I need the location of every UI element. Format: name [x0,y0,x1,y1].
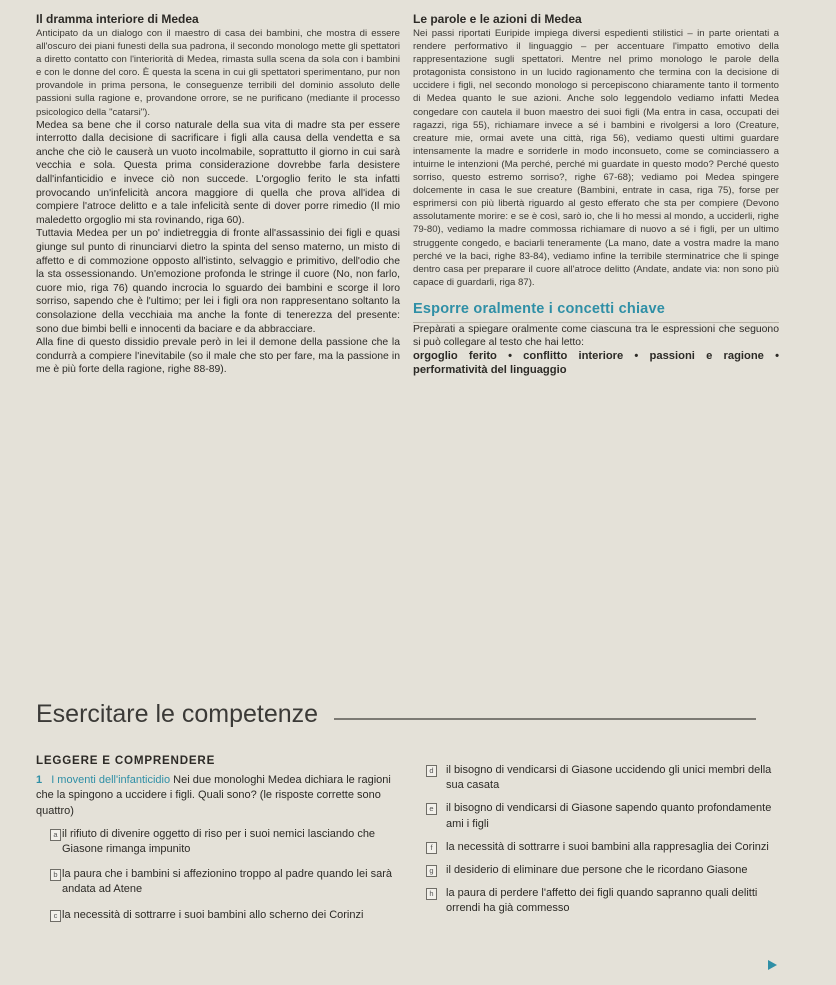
left-paragraph-2: Medea sa bene che il corso naturale della sua vita di madre sta per essere interrotto dalla decisione di sacrificare i figli alla causa della vendetta e sa anche che ciò le causerà un vuoto incolmabile, soprattutto il giorno in cui sarà vecchia e sola. Questa prima considerazione dovrebbe farla desistere dall'infanticidio e invece ciò non succede. L'orgoglio ferito le sta infatti provocando un'infelicità ancora maggiore di quella che prova all'idea di compiere l'atroce delitto e a tale infelicità sente di dover porre rimedio (Il mio maledetto orgoglio mi sta rovinando, riga 60). [36,119,400,226]
left-column [36,12,400,377]
checkbox-f[interactable]: f [426,842,437,854]
keywords-line: orgoglio ferito • conflitto interiore • passioni e ragione • performatività del linguaggio [413,350,779,376]
option-c-text: la necessità di sottrarre i suoi bambini allo scherno dei Corinzi [62,908,364,921]
left-paragraph-1: Anticipato da un dialogo con il maestro di casa dei bambini, che mostra di essere all'oscuro dei piani funesti della sua padrona, il secondo monologo mette gli spettatori a diretto contatto con l'interiorità di Medea, rimasta sulla scena da sola con i bambini e con le donne del coro. È questa la scena in cui gli spettatori sperimentano, pur non provandole in prima persona, le conseguenze terribili del dominio assoluto delle passioni sulla ragione e, provandone orrore, se ne purificano (mediante il processo psicologico della "catarsi"). [36,28,400,118]
checkbox-b[interactable]: b [50,869,61,881]
option-a-text: il rifiuto di divenire oggetto di riso per i suoi nemici lasciando che Giasone rimanga impunito [62,827,376,856]
checkbox-a[interactable]: a [50,829,61,841]
option-g-text: il desiderio di eliminare due persone che le ricordano Giasone [446,864,748,877]
checkbox-e[interactable]: e [426,803,437,815]
question [36,773,398,819]
section-heading [36,699,756,729]
option-a[interactable] [36,827,398,857]
option-f-text: la necessità di sottrarre i suoi bambini alla rappresaglia dei Corinzi [446,840,769,853]
question-text: Nei due monologhi Medea dichiara le ragioni che la spingono a uccidere i figli. Quali sono? (le risposte corrette sono quattro) [36,774,391,817]
checkbox-c[interactable]: c [50,910,61,922]
left-paragraph-3: Tuttavia Medea per un po' indietreggia di fronte all'assassinio dei figli e quasi giunge sul punto di rinunciarvi dietro la spinta del senso materno, un misto di affetto e di commozione opposto all'istinto, selvaggio e primitivo, dell'odio che la sta ossessionando. Un'emozione profonda le stringe il cuore (No, non farlo, cuore mio, riga 76) quando incrocia lo sguardo dei bambini e scorge il loro sorriso, sapendo che è l'ultimo; per lei i figli ora non rappresentano soltanto la consolazione della vecchiaia ma anche la fonte di tenerezza del presente: sono due bimbi belli e innocenti da baciare e da abbracciare. [36,228,400,335]
section-title-text: Esercitare le competenze [36,700,319,728]
option-b[interactable] [36,867,398,897]
checkbox-d[interactable]: d [426,765,437,777]
option-d-text: il bisogno di vendicarsi di Giasone uccidendo gli unici membri della sua casata [446,764,772,792]
exercise-heading: LEGGERE E COMPRENDERE [36,754,216,767]
option-f[interactable] [426,840,776,855]
option-h[interactable] [426,886,776,916]
section-divider [334,718,756,720]
exercise-right-column [426,753,776,917]
next-page-arrow-icon[interactable] [768,960,777,970]
question-number: 1 [36,774,43,787]
option-d[interactable] [426,763,776,793]
oral-section-title: Esporre oralmente i concetti chiave [413,300,779,323]
right-column-title: Le parole e le azioni di Medea [413,12,582,26]
question-title: I moventi dell'infanticidio [51,774,171,787]
left-paragraph-4: Alla fine di questo dissidio prevale però in lei il demone della passione che la condurrà a compiere l'inevitabile (so il male che sto per fare, ma la passione in me è più forte della ragione, righe 88-89). [36,337,400,376]
option-e[interactable] [426,801,776,831]
right-paragraph-1: Nei passi riportati Euripide impiega diversi espedienti stilistici – in parte orientati a rendere performativo il linguaggio – per accentuare l'impatto emotivo della rappresentazione sugli spettatori. Mentre nel primo monologo le parole della protagonista consistono in un lucido ragionamento che termina con la decisione di uccidere i figli, nel secondo monologo si percepiscono chiaramente tanto il tormento di Medea quanto le sue azioni. Anche solo leggendolo vediamo infatti Medea congedare con cautela il buon maestro dei suoi figli (Ma entra in casa, occupati dei ragazzi, riga 55), richiamare invece a sé i bambini e rivolgersi a loro (Creature, creature mie, ormai avete una città, riga 56), vediamo questi ultimi guardare intensamente la madre e sorriderle in modo inconsueto, come se cominciassero a intuirne le intenzioni (Ma perché, perché mi guardate in questo modo? Perché questo sorriso, questo estremo sorriso?, righe 67-68); vediamo poi Medea spingere dolcemente in casa le sue creature (Bambini, entrate in casa, riga 75), forse per esprimersi con più libertà riguardo al gesto efferato che sta per compiere (Devono assolutamente morire: e se è così, sarò io, che li ho messi al mondo, a ucciderli, righe 79-80), vediamo la madre commossa richiamare di nuovo a sé i figli, per un ultimo struggente congedo, e baciarli teneramente (La mano, date a vostra madre la mano perché ve la baci, righe 83-84), vediamo infine la terribile sterminatrice che li spinge dentro casa per preparare il cuore all'atroce delitto (Andate, andate via: non sono più capace di guardarli, riga 87). [413,28,779,288]
oral-paragraph: Prepàrati a spiegare oralmente come ciascuna tra le espressioni che seguono si può collegare al testo che hai letto: [413,323,779,349]
checkbox-g[interactable]: g [426,865,437,877]
right-column [413,12,779,377]
option-b-text: la paura che i bambini si affezionino troppo al padre quando lei sarà andata ad Atene [62,868,393,896]
checkbox-h[interactable]: h [426,888,437,900]
option-e-text: il bisogno di vendicarsi di Giasone sapendo quanto profondamente ami i figli [446,802,772,830]
option-h-text: la paura di perdere l'affetto dei figli quando sapranno quali delitti orrendi ha già commesso [446,887,758,915]
left-column-title: Il dramma interiore di Medea [36,12,199,26]
exercise-left-column [36,753,398,923]
option-g[interactable] [426,863,776,878]
option-c[interactable] [36,908,398,923]
